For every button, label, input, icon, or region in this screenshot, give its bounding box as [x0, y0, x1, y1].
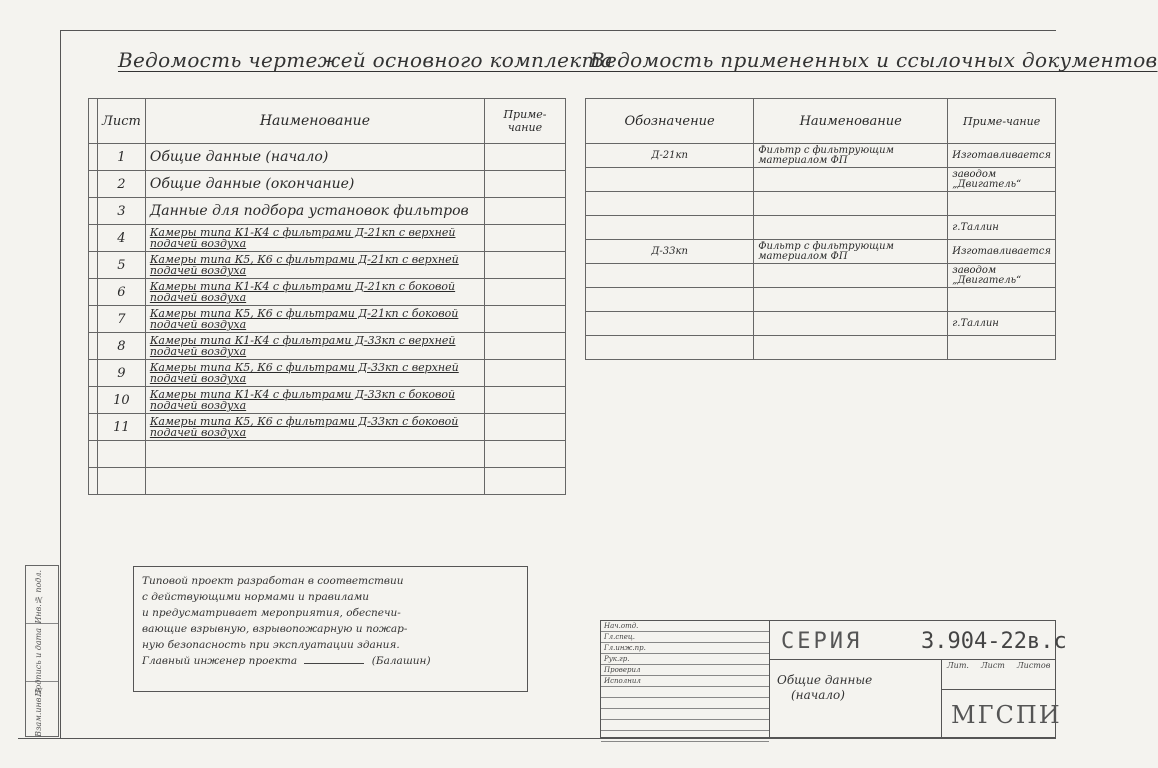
- drawing-note: [485, 252, 566, 279]
- drawing-note: [485, 306, 566, 333]
- doc-row: [586, 192, 1056, 216]
- drawing-note: [485, 441, 566, 468]
- doc-note: г.Таллин: [948, 216, 1056, 240]
- stamp-grid-row: Исполнил: [601, 676, 769, 687]
- side-stamp-text: Взам.инв.№: [34, 686, 43, 737]
- doc-designation: [586, 312, 754, 336]
- title-block-stamp: [600, 620, 1067, 738]
- doc-designation: [586, 216, 754, 240]
- doc-designation: [586, 192, 754, 216]
- drawing-sheet-number: 10: [98, 387, 146, 414]
- drawing-mark-cell: [89, 225, 98, 252]
- side-stamp-text: Инв.№ подл.: [34, 570, 43, 624]
- stamp-grid-row: Нач.отд.: [601, 621, 769, 632]
- drawing-row: [89, 441, 566, 468]
- drawing-mark-cell: [89, 414, 98, 441]
- doc-name: [754, 216, 948, 240]
- side-stamp-cell: [26, 566, 58, 624]
- drawing-mark-cell: [89, 387, 98, 414]
- series-label: СЕРИЯ: [781, 629, 863, 654]
- drawing-row: [89, 414, 566, 441]
- drawing-note: [485, 144, 566, 171]
- drawing-name: Камеры типа К1-К4 с фильтрами Д-21кп с верхней подачей воздуха: [145, 225, 484, 252]
- drawing-sheet-number: 6: [98, 279, 146, 306]
- drawing-name: Общие данные (окончание): [145, 171, 484, 198]
- docs-list-title: Ведомость примененных и ссылочных документов: [590, 48, 1158, 72]
- stamp-grid-row: [601, 731, 769, 742]
- doc-name: Фильтр с фильтрующим материалом ФП: [754, 240, 948, 264]
- drawing-name: [145, 468, 484, 495]
- drawing-mark-cell: [89, 333, 98, 360]
- sheet-label: Лист: [981, 661, 1005, 670]
- doc-row: [586, 312, 1056, 336]
- drawing-note: [485, 333, 566, 360]
- doc-row: [586, 288, 1056, 312]
- sheet-name-line-1: Общие данные: [777, 673, 873, 687]
- drawing-name: Камеры типа К5, К6 с фильтрами Д-33кп с верхней подачей воздуха: [145, 360, 484, 387]
- stamp-grid-row: Рук.гр.: [601, 654, 769, 665]
- drawing-sheet-number: 9: [98, 360, 146, 387]
- doc-note: [948, 288, 1056, 312]
- drawing-name: Данные для подбора установок фильтров: [145, 198, 484, 225]
- side-stamp-cell: [26, 624, 58, 697]
- frame-left-line: [60, 30, 61, 738]
- drawing-mark-cell: [89, 171, 98, 198]
- drawing-name: Камеры типа К1-К4 с фильтрами Д-33кп с боковой подачей воздуха: [145, 387, 484, 414]
- doc-note: заводом „Двигатель“: [948, 168, 1056, 192]
- general-note-box: [133, 566, 528, 692]
- doc-row: [586, 144, 1056, 168]
- drawing-mark-cell: [89, 279, 98, 306]
- docs-header-name: Наименование: [754, 99, 948, 144]
- doc-designation: Д-21кп: [586, 144, 754, 168]
- drawing-name: Общие данные (начало): [145, 144, 484, 171]
- drawing-row: [89, 198, 566, 225]
- drawing-row: [89, 225, 566, 252]
- drawing-sheet-number: 8: [98, 333, 146, 360]
- doc-designation: Д-33кп: [586, 240, 754, 264]
- drawing-sheet-number: [98, 468, 146, 495]
- drawings-header-mark: [89, 99, 98, 144]
- doc-name: [754, 192, 948, 216]
- stamp-grid-row: [601, 687, 769, 698]
- drawings-list-title: Ведомость чертежей основного комплекта: [118, 48, 614, 72]
- doc-row: [586, 240, 1056, 264]
- drawing-name: Камеры типа К1-К4 с фильтрами Д-21кп с боковой подачей воздуха: [145, 279, 484, 306]
- doc-name: [754, 168, 948, 192]
- note-line: Типовой проект разработан в соответствии: [142, 575, 404, 587]
- drawing-sheet-number: 4: [98, 225, 146, 252]
- docs-header-designation: Обозначение: [586, 99, 754, 144]
- side-stamp: [25, 565, 59, 737]
- drawing-mark-cell: [89, 468, 98, 495]
- stamp-grid-row: [601, 720, 769, 731]
- stamp-grid-row: Гл.спец.: [601, 632, 769, 643]
- stamp-grid-row: [601, 709, 769, 720]
- doc-row: [586, 216, 1056, 240]
- frame-top-line: [60, 30, 1056, 31]
- doc-note: Изготавливается: [948, 144, 1056, 168]
- drawing-note: [485, 468, 566, 495]
- drawing-sheet-number: 5: [98, 252, 146, 279]
- doc-note: [948, 192, 1056, 216]
- drawing-name: [145, 441, 484, 468]
- drawing-name: Камеры типа К5, К6 с фильтрами Д-33кп с боковой подачей воздуха: [145, 414, 484, 441]
- sheets-label: Листов: [1017, 661, 1051, 670]
- docs-header-note: Приме-чание: [948, 99, 1056, 144]
- drawing-name: Камеры типа К1-К4 с фильтрами Д-33кп с верхней подачей воздуха: [145, 333, 484, 360]
- drawing-row: [89, 360, 566, 387]
- drawing-row: [89, 171, 566, 198]
- drawings-table: [88, 98, 566, 495]
- lit-label: Лит.: [947, 661, 969, 670]
- drawing-note: [485, 279, 566, 306]
- drawing-note: [485, 171, 566, 198]
- note-line: и предусматривает мероприятия, обеспечи-: [142, 607, 401, 619]
- signature-name: (Балашин): [371, 655, 431, 667]
- doc-note: Изготавливается: [948, 240, 1056, 264]
- drawing-mark-cell: [89, 306, 98, 333]
- stamp-grid-row: [601, 698, 769, 709]
- drawings-header-row: [89, 99, 566, 144]
- doc-note: г.Таллин: [948, 312, 1056, 336]
- drawing-mark-cell: [89, 144, 98, 171]
- drawing-sheet-number: 3: [98, 198, 146, 225]
- doc-name: [754, 336, 948, 360]
- drawing-note: [485, 360, 566, 387]
- doc-designation: [586, 288, 754, 312]
- doc-row: [586, 264, 1056, 288]
- doc-designation: [586, 336, 754, 360]
- docs-header-row: [586, 99, 1056, 144]
- drawings-header-sheet: Лист: [98, 99, 146, 144]
- drawing-note: [485, 414, 566, 441]
- drawing-sheet-number: 7: [98, 306, 146, 333]
- drawing-mark-cell: [89, 198, 98, 225]
- doc-name: [754, 264, 948, 288]
- drawing-mark-cell: [89, 252, 98, 279]
- drawing-row: [89, 333, 566, 360]
- stamp-signature-grid: [601, 621, 770, 739]
- stamp-grid-row: Гл.инж.пр.: [601, 643, 769, 654]
- doc-note: [948, 336, 1056, 360]
- docs-table: [585, 98, 1056, 360]
- doc-designation: [586, 168, 754, 192]
- drawing-mark-cell: [89, 360, 98, 387]
- doc-name: [754, 288, 948, 312]
- drawing-note: [485, 387, 566, 414]
- drawing-row: [89, 252, 566, 279]
- drawing-note: [485, 225, 566, 252]
- drawing-note: [485, 198, 566, 225]
- side-stamp-cell: [26, 682, 58, 739]
- drawing-sheet-number: 11: [98, 414, 146, 441]
- drawing-name: Камеры типа К5, К6 с фильтрами Д-21кп с верхней подачей воздуха: [145, 252, 484, 279]
- sheet-name-line-2: (начало): [791, 688, 845, 702]
- note-line: ную безопасность при эксплуатации здания.: [142, 639, 400, 651]
- doc-name: [754, 312, 948, 336]
- doc-row: [586, 168, 1056, 192]
- doc-note: заводом „Двигатель“: [948, 264, 1056, 288]
- drawing-row: [89, 387, 566, 414]
- signature-prefix: Главный инженер проекта: [142, 655, 298, 667]
- signature-mark: [304, 663, 364, 664]
- doc-name: Фильтр с фильтрующим материалом ФП: [754, 144, 948, 168]
- drawing-sheet-number: [98, 441, 146, 468]
- organization-logo: МГСПИ: [951, 701, 1062, 729]
- stamp-meta-row: [941, 659, 1055, 690]
- drawing-row: [89, 144, 566, 171]
- note-line: с действующими нормами и правилами: [142, 591, 370, 603]
- frame-bottom-line: [18, 738, 1056, 739]
- note-line: вающие взрывную, взрывопожарную и пожар-: [142, 623, 408, 635]
- drawings-header-name: Наименование: [145, 99, 484, 144]
- drawing-sheet-number: 1: [98, 144, 146, 171]
- drawing-row: [89, 468, 566, 495]
- doc-designation: [586, 264, 754, 288]
- side-stamp-text: Подпись и дата: [34, 628, 43, 697]
- doc-row: [586, 336, 1056, 360]
- sheet-name: [777, 673, 872, 703]
- stamp-grid-row: Проверил: [601, 665, 769, 676]
- signature-line: [142, 653, 519, 669]
- drawings-header-note: Приме-чание: [485, 99, 566, 144]
- drawing-sheet-number: 2: [98, 171, 146, 198]
- drawing-row: [89, 279, 566, 306]
- drawing-name: Камеры типа К5, К6 с фильтрами Д-21кп с боковой подачей воздуха: [145, 306, 484, 333]
- drawing-row: [89, 306, 566, 333]
- drawing-mark-cell: [89, 441, 98, 468]
- series-code: 3.904-22в.с: [921, 629, 1067, 654]
